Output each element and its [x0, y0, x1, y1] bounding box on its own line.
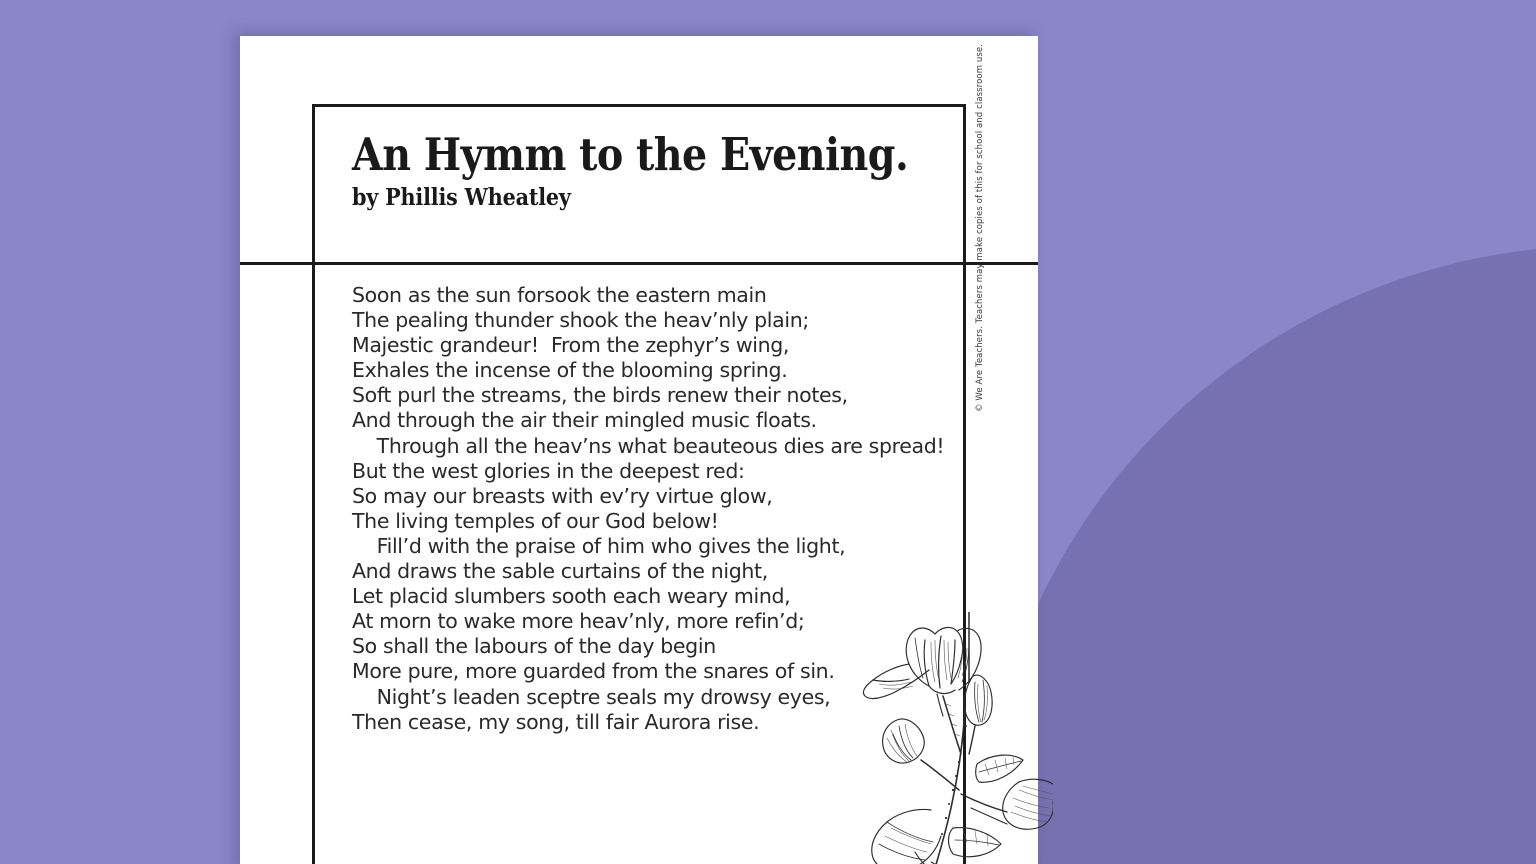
title-box-right-rule: [963, 104, 966, 864]
poem-line: At morn to wake more heav’nly, more refin’d;: [352, 609, 805, 634]
poem-line: The living temples of our God below!: [352, 508, 719, 533]
poem-body: [352, 283, 962, 735]
poem-line: Exhales the incense of the blooming spring.: [352, 358, 788, 383]
author-byline: by Phillis Wheatley: [352, 184, 571, 211]
poem-line: Soon as the sun forsook the eastern main: [352, 283, 767, 307]
poem-line: So shall the labours of the day begin: [352, 634, 716, 659]
poem-line: And through the air their mingled music floats.: [352, 408, 817, 433]
poem-line: Let placid slumbers sooth each weary mind,: [352, 584, 791, 609]
poem-line: Then cease, my song, till fair Aurora rise.: [352, 709, 760, 734]
poem-line: Fill’d with the praise of him who gives the light,: [352, 533, 846, 558]
title-divider-rule: [240, 262, 1038, 265]
title-box-left-rule: [312, 104, 315, 864]
poem-line: Majestic grandeur! From the zephyr’s wing,: [352, 333, 790, 358]
title-block: [352, 128, 952, 211]
worksheet-page: [240, 36, 1038, 864]
poem-line: But the west glories in the deepest red:: [352, 458, 745, 483]
poem-line: Through all the heav’ns what beauteous dies are spread!: [352, 433, 945, 458]
copyright-notice: © We Are Teachers. Teachers may make copies of this for school and classroom use.: [975, 43, 985, 412]
title-box-top-rule: [312, 104, 966, 107]
poem-line: Night’s leaden sceptre seals my drowsy eyes,: [352, 684, 831, 709]
poem-line: So may our breasts with ev’ry virtue glow,: [352, 483, 773, 508]
poem-line: And draws the sable curtains of the night,: [352, 559, 768, 584]
poem-line: Soft purl the streams, the birds renew their notes,: [352, 383, 848, 408]
poem-line: The pealing thunder shook the heav’nly plain;: [352, 308, 809, 333]
poem-line: More pure, more guarded from the snares of sin.: [352, 659, 835, 684]
page-title: An Hymm to the Evening.: [352, 128, 909, 181]
